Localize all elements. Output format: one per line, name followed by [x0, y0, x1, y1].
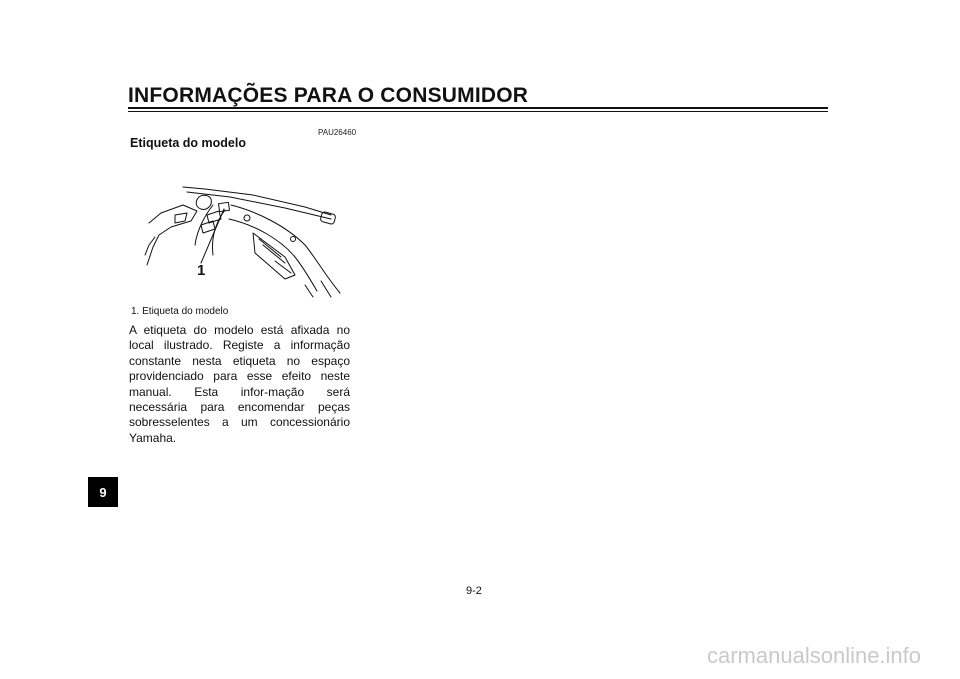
body-paragraph: A etiqueta do modelo está afixada no local ilustrado. Registe a informação constante nesta etiqueta no espaço providenciado para esse efeito neste manual. Esta infor-mação será necessária para encomendar peças sobresselentes a um concessionário Yamaha.: [129, 323, 350, 445]
header-rule-thick: [128, 107, 828, 109]
section-title: Etiqueta do modelo: [130, 136, 246, 150]
page-title: INFORMAÇÕES PARA O CONSUMIDOR: [128, 84, 529, 107]
callout-number: 1: [197, 262, 206, 279]
watermark: carmanualsonline.info: [707, 643, 922, 668]
header-rule-thin: [128, 111, 828, 112]
chapter-tab: 9: [88, 477, 118, 507]
page-number: 9-2: [466, 585, 482, 597]
model-label-illustration: [135, 175, 350, 300]
figure-caption: 1. Etiqueta do modelo: [131, 306, 229, 317]
section-code: PAU26460: [318, 128, 357, 137]
